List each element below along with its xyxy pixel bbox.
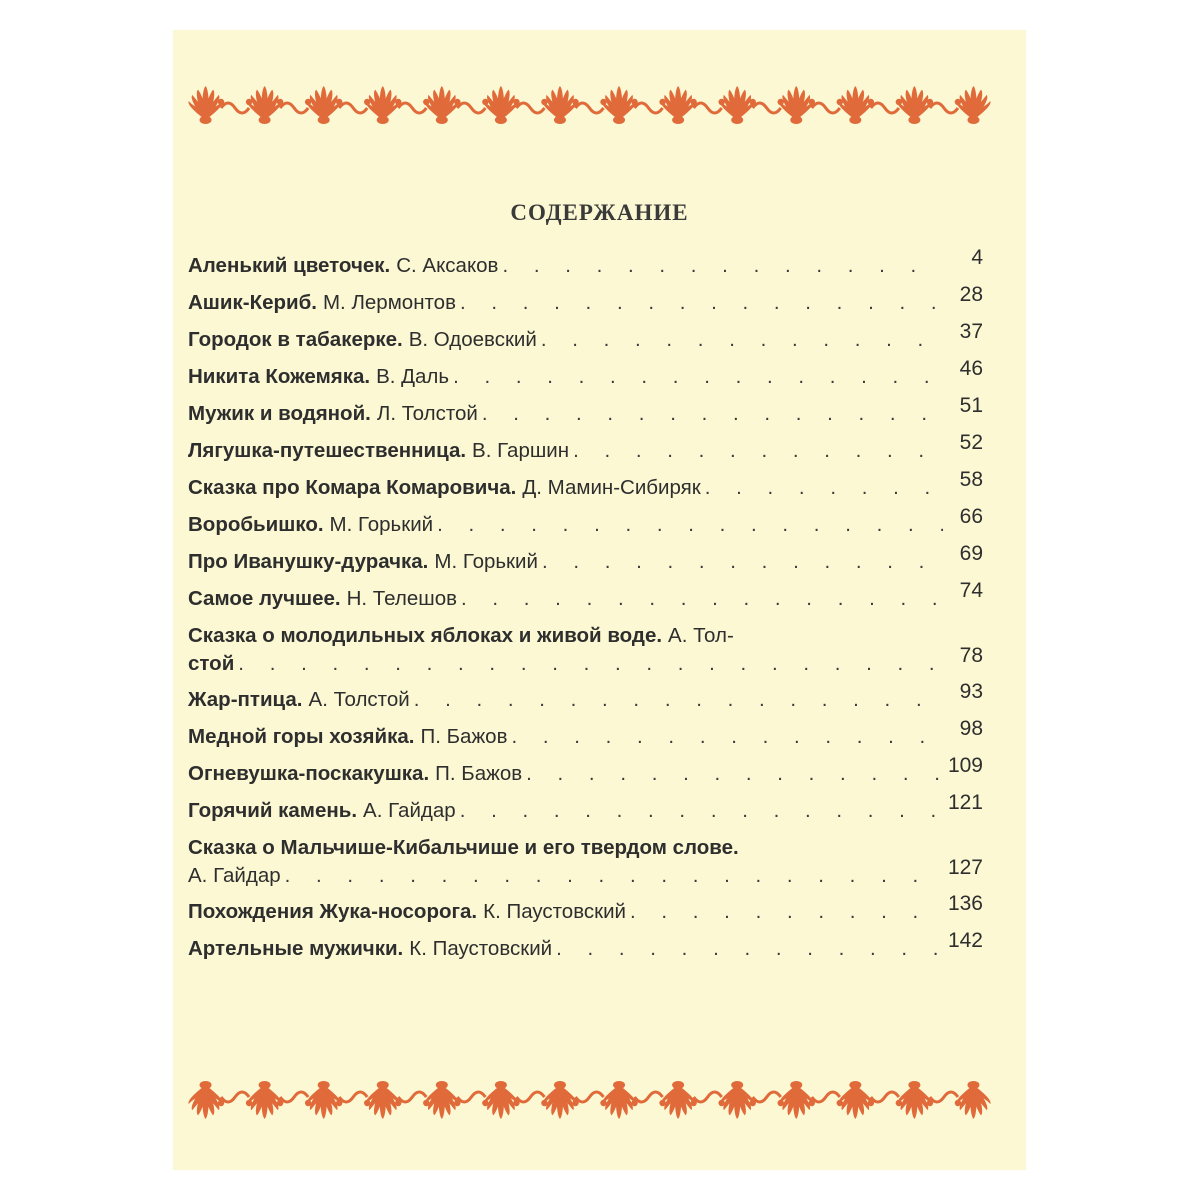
toc-entry [188,431,983,474]
entry-page-number: 69 [959,542,983,565]
entry-page-number: 28 [959,283,983,306]
palmette-base [790,116,802,124]
scroll-dot [868,1100,874,1106]
scroll-curl [339,1092,367,1102]
entry-author: А. Тол- [668,624,734,647]
toc-entry [188,320,983,363]
toc-entry [188,357,983,400]
palmette-base [377,1081,389,1089]
entry-author: А. Толстой [308,688,410,711]
dot-leader [453,363,943,391]
dot-leader [414,686,943,714]
toc-entry [188,892,983,935]
ornament-border-bottom [176,1075,1003,1147]
scroll-curl [930,103,958,113]
scroll-dot [750,99,756,105]
entry-title: Самое лучшее. [188,587,341,610]
toc-entry [188,394,983,437]
dot-leader [461,585,943,613]
dot-leader [573,437,943,465]
scroll-curl [457,1092,485,1102]
entry-page-number: 136 [947,892,983,915]
scroll-curl [930,1092,958,1102]
dot-leader [437,511,943,539]
entry-page-number: 37 [959,320,983,343]
scroll-dot [572,1100,578,1106]
entry-page-number: 74 [959,579,983,602]
scroll-dot [336,1100,342,1106]
palmette-base [908,116,920,124]
toc-entry [188,542,983,585]
dot-leader [502,252,943,280]
palmette-base [908,1081,920,1089]
entry-page-number: 58 [959,468,983,491]
entry-page-number: 98 [959,717,983,740]
entry-title: Городок в табакерке. [188,328,403,351]
scroll-dot [868,99,874,105]
palmette-base [200,116,212,124]
entry-page-number: 66 [959,505,983,528]
entry-author: М. Лермонтов [322,291,456,314]
toc-entry [188,929,983,972]
scroll-dot [513,1100,519,1106]
palmette-base [731,1081,743,1089]
entry-line [188,644,983,678]
scroll-dot [218,99,224,105]
scroll-dot [690,99,696,105]
dot-leader [556,935,943,963]
scroll-curl [339,103,367,113]
palmette-base [790,1081,802,1089]
entry-page-number: 93 [959,680,983,703]
palmette-base [259,116,271,124]
palmette-base [849,1081,861,1089]
entry-page-number: 142 [947,929,983,952]
scroll-dot [218,1100,224,1106]
dot-leader [482,400,943,428]
entry-page-number: 127 [947,856,983,879]
entry-title: Ашик-Кериб. [188,291,317,314]
entry-author: В. Даль [376,365,450,388]
scroll-curl [280,1092,308,1102]
dot-leader [541,326,943,354]
ornament-border-top [176,58,1003,130]
book-page [173,30,1026,1170]
entry-line [188,834,983,862]
scroll-dot [572,99,578,105]
entry-title: Воробьишко. [188,513,324,536]
dot-leader [705,474,943,502]
entry-author: В. Гаршин [472,439,570,462]
palmette-base [436,116,448,124]
toc-entry [188,579,983,622]
entry-page-number: 46 [959,357,983,380]
scroll-curl [576,1092,604,1102]
palmette-base [672,116,684,124]
palmette-base [967,116,979,124]
entry-author: Л. Толстой [376,402,478,425]
entry-title: Горячий камень. [188,799,358,822]
entry-author: П. Бажов [420,725,508,748]
scroll-curl [753,103,781,113]
entry-title: Огневушка-поскакушка. [188,762,430,785]
scroll-curl [221,1092,249,1102]
entry-page-number: 121 [947,791,983,814]
toc-entry [188,791,983,834]
scroll-curl [753,1092,781,1102]
scroll-curl [812,1092,840,1102]
palmette-base [377,116,389,124]
entry-author: К. Паустовский [409,937,553,960]
scroll-curl [635,103,663,113]
entry-title: Мужик и водяной. [188,402,371,425]
scroll-curl [576,103,604,113]
entry-author: М. Горький [329,513,434,536]
entry-author: В. Одоевский [408,328,537,351]
scroll-dot [631,1100,637,1106]
scroll-curl [694,1092,722,1102]
scroll-dot [631,99,637,105]
palmette-base [200,1081,212,1089]
dot-leader [542,548,943,576]
entry-page-number: 51 [959,394,983,417]
entry-author: М. Горький [434,550,538,573]
dot-leader [238,650,943,678]
entry-author: А. Гайдар [363,799,456,822]
dot-leader [526,760,943,788]
toc-entry [188,468,983,511]
scroll-dot [927,99,933,105]
toc-entry [188,717,983,760]
scroll-dot [277,1100,283,1106]
scroll-dot [336,99,342,105]
palmette-base [967,1081,979,1089]
entry-author: С. Аксаков [396,254,499,277]
palmette-base [318,1081,330,1089]
scroll-curl [280,103,308,113]
dot-leader [285,862,943,890]
palmette-base [436,1081,448,1089]
entry-title: Сказка о молодильных яблоках и живой воде. [188,624,663,647]
scroll-curl [221,103,249,113]
toc-entry [188,283,983,326]
toc-entry [188,246,983,289]
entry-author: П. Бажов [435,762,523,785]
entry-title: Аленький цветочек. [188,254,391,277]
page-heading: СОДЕРЖАНИЕ [510,200,689,225]
scroll-dot [277,99,283,105]
entry-title: Никита Кожемяка. [188,365,371,388]
scroll-dot [395,1100,401,1106]
dot-leader [511,723,943,751]
toc-entry [188,834,983,898]
entry-title: Про Иванушку-дурачка. [188,550,429,573]
entry-page-number: 52 [959,431,983,454]
palmette-base [731,116,743,124]
scroll-dot [690,1100,696,1106]
entry-title: Лягушка-путешественница. [188,439,467,462]
scroll-curl [635,1092,663,1102]
toc-entry [188,622,983,686]
entry-title: Похождения Жука-носорога. [188,900,478,923]
toc-entry [188,754,983,797]
entry-author: К. Паустовский [483,900,626,923]
entry-line [188,622,983,650]
entry-page-number: 78 [959,644,983,667]
scroll-curl [457,103,485,113]
scroll-curl [516,103,544,113]
entry-author: А. Гайдар [188,864,281,887]
scroll-dot [454,1100,460,1106]
scroll-curl [812,103,840,113]
scroll-curl [871,1092,899,1102]
entry-title: Медной горы хозяйка. [188,725,415,748]
scroll-curl [516,1092,544,1102]
palmette-base [613,116,625,124]
palmette-base [849,116,861,124]
palmette-base [495,1081,507,1089]
scroll-dot [513,99,519,105]
scroll-dot [809,99,815,105]
scroll-dot [809,1100,815,1106]
entry-author: Н. Телешов [346,587,457,610]
entry-title: Сказка про Комара Комаровича. [188,476,517,499]
scroll-dot [395,99,401,105]
palmette-base [554,116,566,124]
palmette-base [259,1081,271,1089]
palmette-base [554,1081,566,1089]
table-of-contents [188,246,983,972]
scroll-dot [454,99,460,105]
toc-entry [188,505,983,548]
entry-page-number: 109 [947,754,983,777]
toc-entry [188,680,983,723]
dot-leader [630,898,943,926]
palmette-base [495,116,507,124]
scroll-curl [694,103,722,113]
entry-title: Артельные мужички. [188,937,404,960]
dot-leader [460,289,943,317]
entry-page-number: 4 [971,246,983,269]
scroll-curl [871,103,899,113]
entry-author: Д. Мамин-Сибиряк [522,476,701,499]
palmette-base [318,116,330,124]
entry-line [188,856,983,890]
palmette-base [672,1081,684,1089]
scroll-curl [398,1092,426,1102]
dot-leader [460,797,943,825]
entry-title: Сказка о Мальчише-Кибальчише и его твердом слове. [188,836,739,859]
entry-title-continued: стой [188,652,235,675]
palmette-base [613,1081,625,1089]
entry-title: Жар-птица. [188,688,303,711]
scroll-dot [927,1100,933,1106]
scroll-dot [750,1100,756,1106]
scroll-curl [398,103,426,113]
